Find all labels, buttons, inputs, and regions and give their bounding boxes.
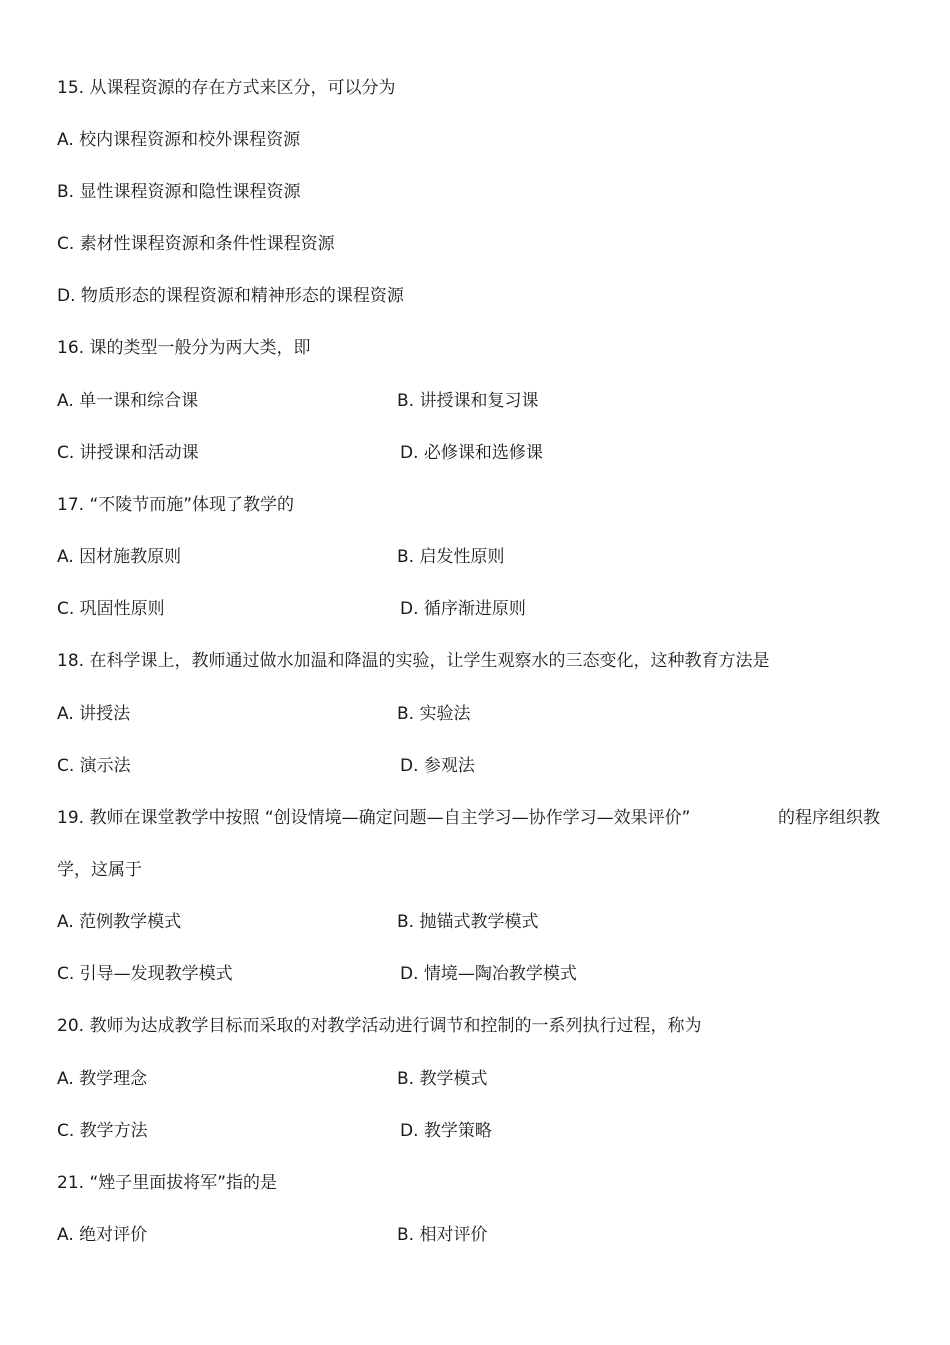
question-20-stem: 20. 教师为达成教学目标而采取的对教学活动进行调节和控制的一系列执行过程，称为 [57, 1016, 702, 1036]
question-21-option-a: A. 绝对评价 [57, 1225, 148, 1245]
question-21-option-b: B. 相对评价 [397, 1225, 488, 1245]
question-16-option-b: B. 讲授课和复习课 [397, 391, 539, 411]
question-16-option-d: D. 必修课和选修课 [400, 443, 543, 463]
question-19-option-b: B. 抛锚式教学模式 [397, 912, 539, 932]
question-19-option-c: C. 引导—发现教学模式 [57, 964, 233, 984]
question-19-stem-line1: 19. 教师在课堂教学中按照 “创设情境—确定问题—自主学习—协作学习—效果评价” [57, 808, 691, 828]
question-18-option-a: A. 讲授法 [57, 704, 131, 724]
question-18-option-d: D. 参观法 [400, 756, 475, 776]
question-18-option-c: C. 演示法 [57, 756, 131, 776]
question-20-option-a: A. 教学理念 [57, 1069, 148, 1089]
question-17-option-a: A. 因材施教原则 [57, 547, 182, 567]
question-15-option-d: D. 物质形态的课程资源和精神形态的课程资源 [57, 286, 404, 306]
question-18-option-b: B. 实验法 [397, 704, 471, 724]
question-21-stem: 21. “矬子里面拔将军”指的是 [57, 1173, 278, 1193]
question-16-stem: 16. 课的类型一般分为两大类，即 [57, 338, 311, 358]
question-19-stem-line1-end: 的程序组织教 [778, 808, 880, 828]
question-19-stem-line2: 学，这属于 [57, 860, 142, 880]
question-15-option-a: A. 校内课程资源和校外课程资源 [57, 130, 301, 150]
question-17-stem: 17. “不陵节而施”体现了教学的 [57, 495, 295, 515]
question-19-option-d: D. 情境—陶冶教学模式 [400, 964, 577, 984]
question-17-option-c: C. 巩固性原则 [57, 599, 165, 619]
question-20-option-c: C. 教学方法 [57, 1121, 148, 1141]
question-17-option-d: D. 循序渐进原则 [400, 599, 526, 619]
question-18-stem: 18. 在科学课上，教师通过做水加温和降温的实验，让学生观察水的三态变化，这种教育方法是 [57, 651, 770, 671]
question-16-option-a: A. 单一课和综合课 [57, 391, 199, 411]
question-16-option-c: C. 讲授课和活动课 [57, 443, 199, 463]
question-20-option-b: B. 教学模式 [397, 1069, 488, 1089]
question-19-option-a: A. 范例教学模式 [57, 912, 182, 932]
question-17-option-b: B. 启发性原则 [397, 547, 505, 567]
question-15-option-b: B. 显性课程资源和隐性课程资源 [57, 182, 301, 202]
question-15-option-c: C. 素材性课程资源和条件性课程资源 [57, 234, 335, 254]
question-15-stem: 15. 从课程资源的存在方式来区分，可以分为 [57, 78, 396, 98]
question-20-option-d: D. 教学策略 [400, 1121, 492, 1141]
